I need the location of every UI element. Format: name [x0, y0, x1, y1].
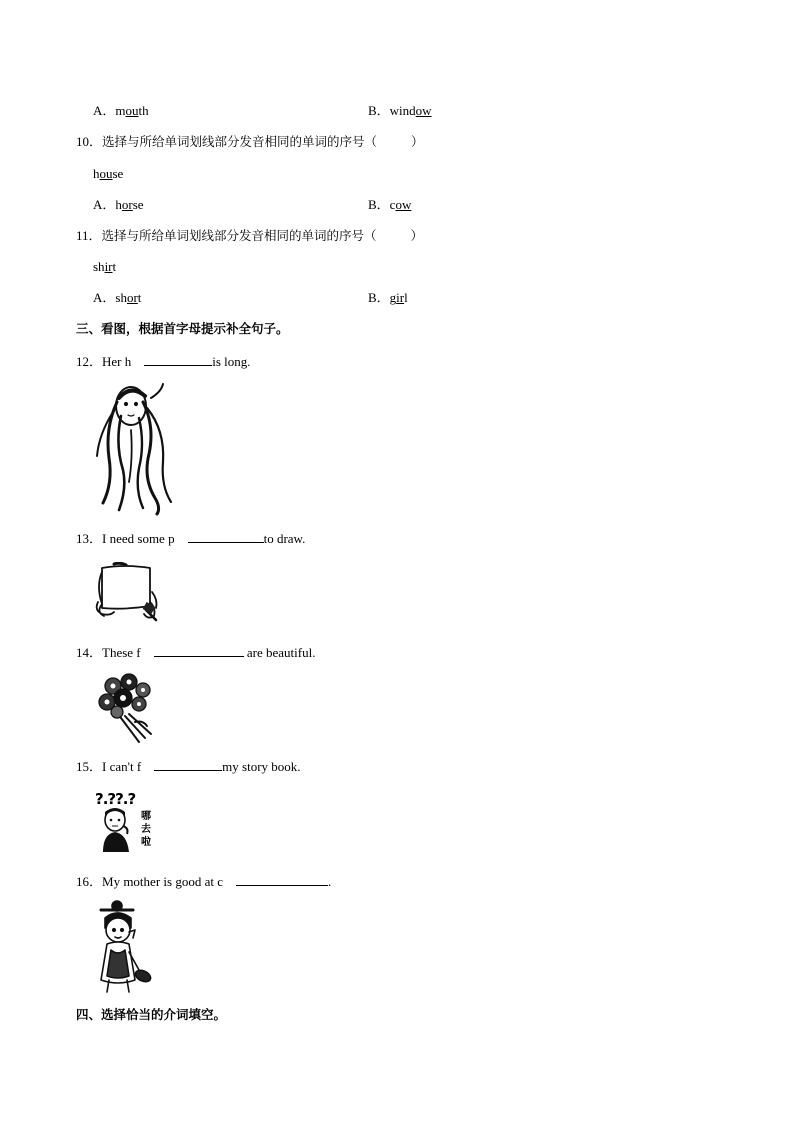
option-label: A．: [93, 197, 116, 212]
q10-option-a[interactable]: A．horse: [93, 197, 144, 212]
close-paren: ）: [410, 228, 424, 243]
q11-stem: [76, 228, 423, 244]
q9-option-a[interactable]: [93, 103, 149, 119]
underlined-part: ow: [415, 103, 432, 118]
q9-option-b[interactable]: [368, 103, 432, 119]
question-number: 11．: [76, 228, 102, 243]
question-text: 选择与所给单词划线部分发音相同的单词的序号（: [101, 228, 377, 243]
looking-for-book-picture: [95, 790, 159, 856]
q15-sentence: [76, 758, 301, 775]
thinking-boy-icon: [99, 806, 135, 854]
close-paren: ）: [411, 134, 424, 149]
q11-given-word: shirt: [93, 259, 117, 274]
q10-stem: [76, 134, 424, 150]
q10-given-word: house: [93, 166, 124, 181]
answer-blank[interactable]: [144, 353, 212, 366]
answer-blank[interactable]: [154, 644, 244, 657]
sentence-start: These f: [102, 645, 141, 660]
q10-option-b[interactable]: B．cow: [368, 197, 412, 212]
question-number: 12．: [76, 354, 103, 369]
sentence-start: My mother is good at c: [102, 874, 223, 889]
answer-blank[interactable]: [236, 873, 328, 886]
sentence-end: .: [327, 874, 332, 889]
paper-scroll-picture: [94, 562, 160, 622]
option-label: B．: [368, 197, 390, 212]
sentence-start: I can't f: [102, 759, 142, 774]
sentence-start: I need some p: [102, 531, 175, 546]
option-label: B．: [368, 290, 390, 305]
section-4-title: 四、选择恰当的介词填空。: [76, 1007, 227, 1022]
underlined-part: ow: [395, 197, 412, 212]
q14-sentence: [76, 644, 315, 661]
q16-sentence: [76, 873, 331, 890]
cooking-mother-picture: [95, 900, 155, 996]
q13-sentence: [76, 530, 305, 547]
question-number: 13．: [76, 531, 103, 546]
option-text: wind: [389, 103, 416, 118]
q12-sentence: [76, 353, 251, 370]
q11-option-a[interactable]: A．short: [93, 290, 142, 305]
option-text: m: [115, 103, 126, 118]
option-label: B．: [368, 103, 390, 118]
question-number: 16．: [76, 874, 103, 889]
sentence-end: my story book.: [222, 759, 301, 774]
question-text: 选择与所给单词划线部分发音相同的单词的序号（: [102, 134, 378, 149]
sentence-end: are beautiful.: [243, 645, 316, 660]
question-number: 14．: [76, 645, 103, 660]
underlined-part: or: [126, 290, 138, 305]
sentence-end: to draw.: [263, 531, 306, 546]
question-marks: ?.??.?: [95, 790, 136, 808]
sentence-start: Her h: [102, 354, 132, 369]
flower-bouquet-picture: [95, 672, 159, 744]
question-number: 10．: [76, 134, 103, 149]
underlined-part: ir: [396, 290, 405, 305]
section-3-title: 三、看图，根据首字母提示补全句子。: [76, 321, 289, 336]
q11-option-b[interactable]: B．girl: [368, 290, 408, 305]
answer-blank[interactable]: [154, 758, 222, 771]
underlined-part: or: [121, 197, 133, 212]
underlined-part: ou: [99, 166, 113, 181]
picture-caption: 哪去啦: [141, 811, 151, 848]
underlined-part: ir: [104, 259, 113, 274]
option-label: A．: [93, 290, 116, 305]
question-number: 15．: [76, 759, 103, 774]
sentence-end: is long.: [212, 354, 251, 369]
option-text: th: [138, 103, 149, 118]
option-label: A．: [93, 103, 116, 118]
underlined-part: ou: [125, 103, 139, 118]
answer-blank[interactable]: [188, 530, 264, 543]
long-hair-girl-picture: [93, 378, 177, 516]
